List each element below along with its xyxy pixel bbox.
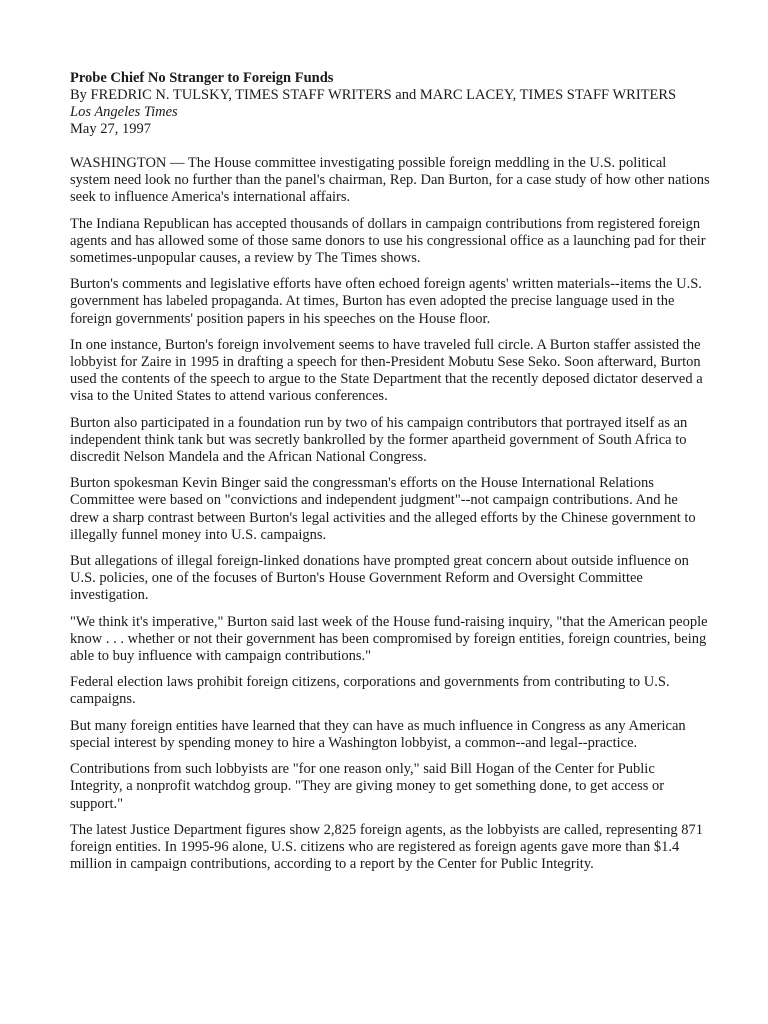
article-byline: By FREDRIC N. TULSKY, TIMES STAFF WRITERS and MARC LACEY, TIMES STAFF WRITERS [70, 87, 677, 103]
article-paragraph: "We think it's imperative," Burton said last week of the House fund-raising inquiry, "that the American people know . . . whether or not their government has been compromised by foreign entities, foreign countries, being able to buy influence with campaign contributions." [70, 613, 708, 665]
article-header [70, 70, 710, 138]
article-paragraph: But many foreign entities have learned that they can have as much influence in Congress as any American special interest by spending money to hire a Washington lobbyist, a common--and legal--practice. [70, 717, 686, 751]
article-paragraph: Federal election laws prohibit foreign citizens, corporations and governments from contributing to U.S. campaigns. [70, 674, 670, 708]
article-paragraph: In one instance, Burton's foreign involvement seems to have traveled full circle. A Burton staffer assisted the lobbyist for Zaire in 1995 in drafting a speech for then-President Mobutu Sese Seko. Soon afterward, Burton used the contents of the speech to argue to the State Department that the recently deposed dictator deserved a visa to the United States to attend various conferences. [70, 336, 703, 405]
article-paragraph: The latest Justice Department figures show 2,825 foreign agents, as the lobbyists are called, representing 871 foreign entities. In 1995-96 alone, U.S. citizens who are registered as foreign agents gave more than $1.4 million in campaign contributions, according to a report by the Center for Public Integrity. [70, 821, 703, 873]
article-date: May 27, 1997 [70, 121, 151, 137]
article-paragraph: Burton spokesman Kevin Binger said the congressman's efforts on the House International Relations Committee were based on "convictions and independent judgment"--not campaign contributions. And he drew a sharp contrast between Burton's legal activities and the alleged efforts by the Chinese government to illegally funnel money into U.S. campaigns. [70, 475, 696, 543]
article-headline: Probe Chief No Stranger to Foreign Funds [70, 70, 334, 86]
article-page [70, 70, 710, 882]
article-source: Los Angeles Times [70, 104, 178, 120]
article-paragraph: Burton's comments and legislative efforts have often echoed foreign agents' written materials--items the U.S. government has labeled propaganda. At times, Burton has even adopted the precise language used in the foreign governments' position papers in his speeches on the House floor. [70, 276, 702, 327]
article-paragraph: Burton also participated in a foundation run by two of his campaign contributors that portrayed itself as an independent think tank but was secretly bankrolled by the former apartheid government of South Africa to discredit Nelson Mandela and the African National Congress. [70, 414, 688, 466]
article-paragraph: WASHINGTON — The House committee investigating possible foreign meddling in the U.S. political system need look no further than the panel's chairman, Rep. Dan Burton, for a case study of how other nations seek to influence America's international affairs. [70, 155, 710, 206]
article-paragraph: But allegations of illegal foreign-linked donations have prompted great concern about outside influence on U.S. policies, one of the focuses of Burton's House Government Reform and Oversight Committee investigation. [70, 553, 689, 604]
article-paragraph: Contributions from such lobbyists are "for one reason only," said Bill Hogan of the Center for Public Integrity, a nonprofit watchdog group. "They are giving money to get something done, to get access or support." [70, 761, 665, 812]
article-paragraph: The Indiana Republican has accepted thousands of dollars in campaign contributions from registered foreign agents and has allowed some of those same donors to use his congressional office as a launching pad for their sometimes-unpopular causes, a review by The Times shows. [70, 215, 706, 267]
article-body [70, 155, 710, 873]
